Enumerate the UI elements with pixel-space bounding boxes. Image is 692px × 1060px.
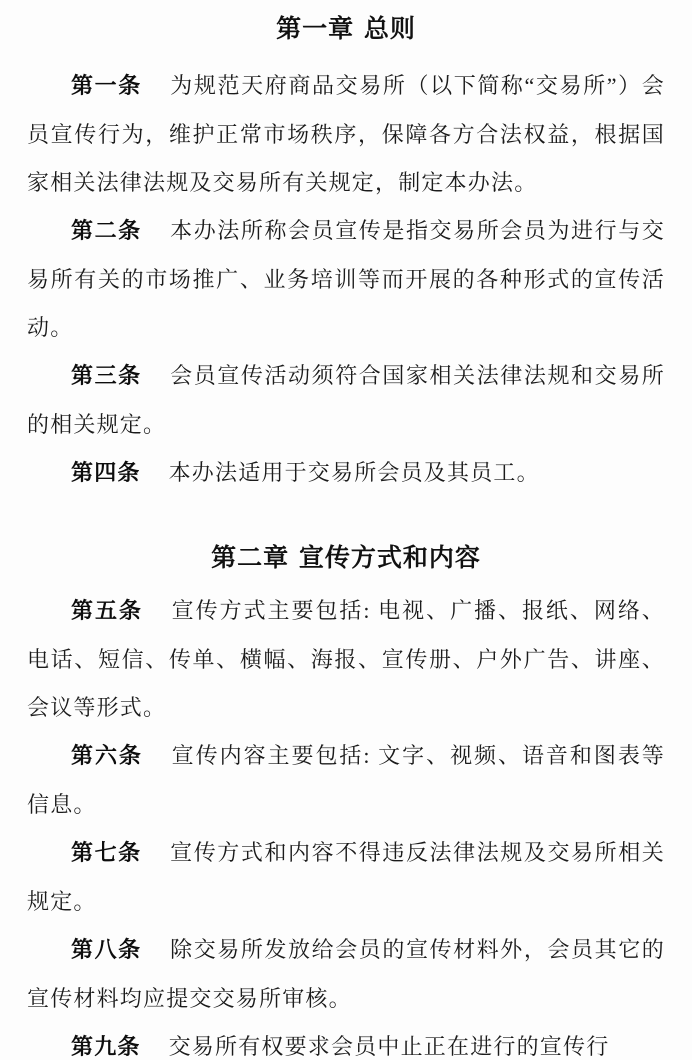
article-8-text: 除交易所发放给会员的宣传材料外，会员其它的宣传材料均应提交交易所审核。	[27, 937, 665, 1011]
article-6-number: 第六条	[71, 744, 143, 769]
article-7-number: 第七条	[71, 841, 142, 866]
article-2-number: 第二条	[71, 219, 142, 244]
article-1	[27, 62, 665, 207]
article-8	[27, 926, 665, 1023]
article-9-number: 第九条	[71, 1035, 141, 1060]
article-2	[27, 207, 665, 352]
article-4-number: 第四条	[71, 461, 141, 486]
article-9-text: 交易所有权要求会员中止正在进行的宣传行	[168, 1034, 610, 1059]
article-1-text: 为规范天府商品交易所（以下简称“交易所”）会员宣传行为，维护正常市场秩序，保障各方合法权益，根据国家相关法律法规及交易所有关规定，制定本办法。	[27, 73, 665, 195]
article-7	[27, 829, 665, 926]
chapter-1-title: 第一章 总则	[276, 14, 416, 43]
article-6	[27, 732, 665, 829]
article-9	[27, 1023, 665, 1060]
article-2-text: 本办法所称会员宣传是指交易所会员为进行与交易所有关的市场推广、业务培训等而开展的各种形式的宣传活动。	[27, 218, 665, 340]
article-5-text: 宣传方式主要包括: 电视、广播、报纸、网络、电话、短信、传单、横幅、海报、宣传册、户外广告、讲座、会议等形式。	[27, 598, 665, 720]
article-3-text: 会员宣传活动须符合国家相关法律法规和交易所的相关规定。	[27, 363, 665, 437]
article-7-text: 宣传方式和内容不得违反法律法规及交易所相关规定。	[27, 840, 665, 914]
article-3-number: 第三条	[71, 364, 142, 389]
article-1-number: 第一条	[71, 74, 142, 99]
article-4	[27, 449, 665, 498]
article-3	[27, 352, 665, 449]
article-5	[27, 587, 665, 732]
chapter-2-title: 第二章 宣传方式和内容	[211, 543, 481, 572]
article-5-number: 第五条	[71, 599, 143, 624]
article-6-text: 宣传内容主要包括: 文字、视频、语音和图表等信息。	[27, 743, 665, 817]
article-8-number: 第八条	[71, 938, 142, 963]
article-4-text: 本办法适用于交易所会员及其员工。	[168, 460, 540, 485]
